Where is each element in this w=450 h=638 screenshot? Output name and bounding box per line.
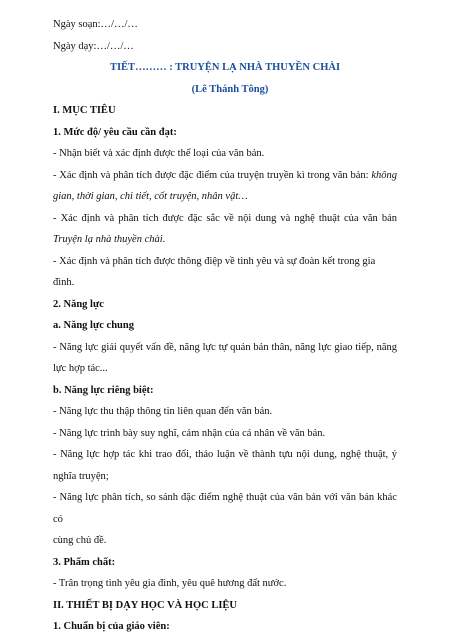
date-prepared: Ngày soạn:…/…/… xyxy=(53,19,138,30)
section-objectives-heading: I. MỤC TIÊU xyxy=(53,105,116,116)
requirement-item-3-line-2 xyxy=(53,229,397,251)
specific-competence-heading: b. Năng lực riêng biệt: xyxy=(53,384,154,396)
general-competence-heading: a. Năng lực chung xyxy=(53,320,134,331)
requirements-heading: 1. Mức độ/ yêu cầu cần đạt: xyxy=(53,126,177,138)
specific-competence-item-1: - Năng lực thu thập thông tin liên quan đến văn bản. xyxy=(53,406,273,417)
section-materials-heading: II. THIẾT BỊ DẠY HỌC VÀ HỌC LIỆU xyxy=(53,599,237,611)
lesson-title: TIẾT……… : TRUYỆN LẠ NHÀ THUYỀN CHÀI xyxy=(109,62,341,73)
requirement-item-2-line-1 xyxy=(53,165,397,187)
specific-competence-item-2: - Năng lực trình bày suy nghĩ, cảm nhận của cá nhân về văn bản. xyxy=(53,427,326,439)
requirement-item-3-period: . xyxy=(162,234,166,245)
competence-heading: 2. Năng lực xyxy=(53,298,104,310)
requirement-item-3-line-1: - Xác định và phân tích được đặc sắc về nội dung và nghệ thuật của văn bản xyxy=(53,212,397,224)
requirement-item-1: - Nhận biết và xác định được thể loại của văn bản. xyxy=(53,148,265,159)
specific-competence-item-4-line-1: - Năng lực phân tích, so sánh đặc điểm nghệ thuật của văn bản với văn bản khác có xyxy=(53,492,397,525)
date-taught: Ngày dạy:…/…/… xyxy=(53,40,134,52)
requirement-item-2-text: - Xác định và phân tích được đặc điểm của truyện truyền kì trong văn bản: xyxy=(53,169,372,181)
general-competence-line-1: - Năng lực giải quyết vấn đề, năng lực tự quản bản thân, năng lực giao tiếp, năng xyxy=(53,341,397,353)
specific-competence-item-3-line-2: nghĩa truyện; xyxy=(53,470,109,482)
qualities-heading: 3. Phẩm chất: xyxy=(53,556,116,568)
general-competence-line-2: lực hợp tác... xyxy=(53,363,108,374)
requirement-item-4: - Xác định và phân tích được thông điệp về tình yêu và sự đoàn kết trong gia đình. xyxy=(53,255,376,288)
requirement-item-3-work-title: Truyện lạ nhà thuyền chài xyxy=(53,234,163,245)
lesson-author: (Lê Thánh Tông) xyxy=(191,83,269,95)
teacher-preparation-heading: 1. Chuẩn bị của giáo viên: xyxy=(53,621,170,632)
specific-competence-item-4-line-2: cùng chủ đề. xyxy=(53,535,107,546)
requirement-item-2-line-2 xyxy=(53,186,397,208)
requirement-item-2-italic-cont: gian, thời gian, chi tiết, cốt truyện, nhân vật… xyxy=(53,191,248,202)
qualities-item-1: - Trân trọng tình yêu gia đình, yêu quê hương đất nước. xyxy=(53,578,287,589)
specific-competence-item-3-line-1: - Năng lực hợp tác khi trao đổi, thảo luận về thành tựu nội dung, nghệ thuật, ý xyxy=(53,449,397,460)
requirement-item-2-italic: không xyxy=(371,169,397,181)
